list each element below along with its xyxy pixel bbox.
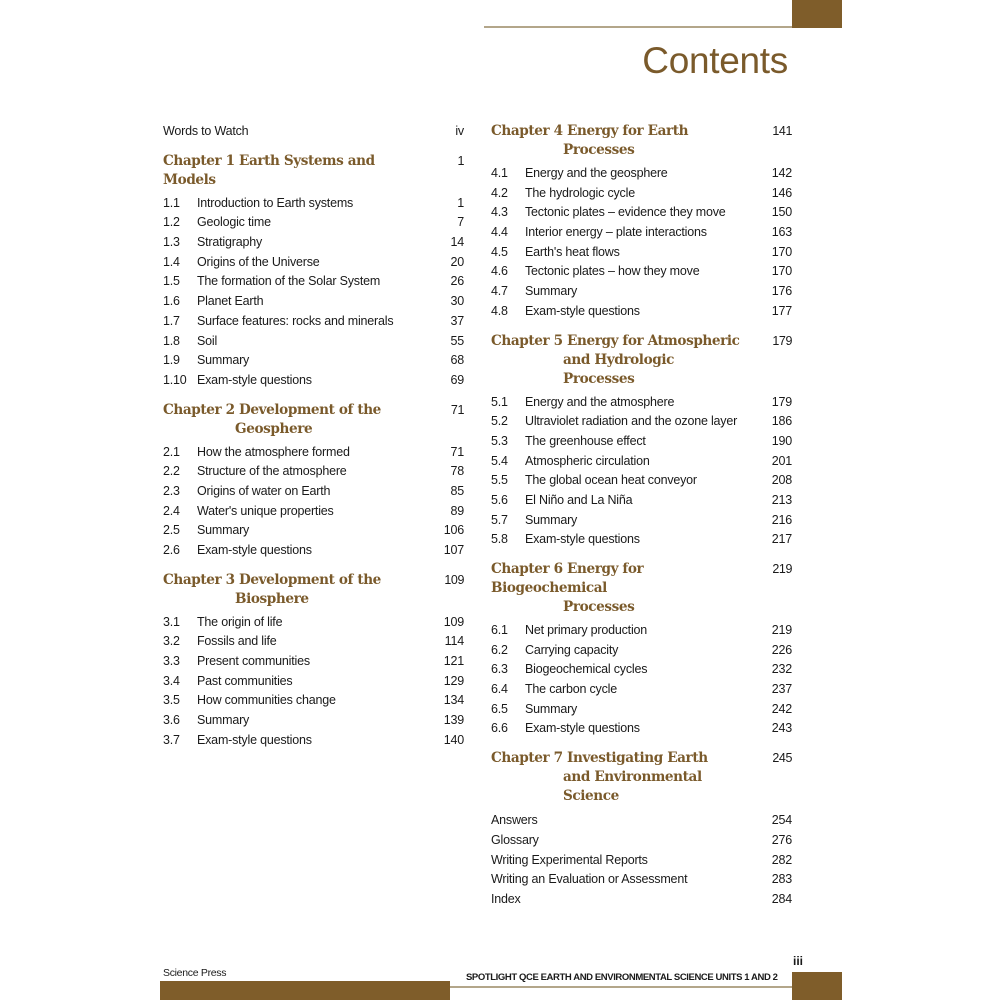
entry-page: 71 bbox=[450, 444, 464, 459]
entry-number: 4.5 bbox=[491, 244, 508, 259]
entry-label: Exam-style questions bbox=[197, 372, 312, 387]
entry-label: Net primary production bbox=[525, 623, 648, 637]
chapter-title bbox=[491, 122, 742, 160]
entry-number: 5.2 bbox=[491, 414, 508, 429]
entry-label: Origins of the Universe bbox=[197, 254, 320, 269]
toc-entry[interactable] bbox=[163, 502, 464, 522]
toc-entry[interactable] bbox=[163, 691, 464, 711]
entry-page: 243 bbox=[771, 721, 792, 736]
toc-entry[interactable] bbox=[491, 452, 792, 472]
chapter-title-line: Chapter 6 Energy for Biogeochemical bbox=[491, 561, 644, 596]
chapter-heading[interactable] bbox=[491, 122, 792, 160]
entry-page: 216 bbox=[771, 512, 792, 527]
entry-page: 121 bbox=[443, 654, 464, 669]
toc-entry[interactable] bbox=[491, 223, 792, 243]
entry-label: Writing an Evaluation or Assessment bbox=[491, 872, 688, 887]
entry-label: Writing Experimental Reports bbox=[491, 852, 648, 867]
toc-entry[interactable] bbox=[163, 351, 464, 371]
entry-page: 129 bbox=[443, 673, 464, 688]
entry-page: 37 bbox=[450, 313, 464, 328]
book-title: SPOTLIGHT QCE EARTH AND ENVIRONMENTAL SCIENCE UNITS 1 AND 2 bbox=[466, 972, 778, 983]
entry-page: 208 bbox=[771, 473, 792, 488]
chapter-page: 109 bbox=[444, 572, 464, 587]
toc-entry[interactable] bbox=[491, 302, 792, 322]
entry-number: 3.2 bbox=[163, 634, 180, 649]
chapter-title bbox=[163, 152, 414, 190]
entry-number: 2.4 bbox=[163, 503, 180, 518]
entry-number: 4.4 bbox=[491, 225, 508, 240]
chapter-title-line: Chapter 1 Earth Systems and Models bbox=[163, 152, 375, 188]
entry-page: 254 bbox=[771, 813, 792, 828]
toc-entry[interactable] bbox=[163, 731, 464, 751]
toc-entry-words-to-watch[interactable] bbox=[163, 122, 464, 142]
chapter-heading[interactable] bbox=[491, 749, 792, 806]
chapter-page: 1 bbox=[457, 153, 464, 168]
toc-entry[interactable] bbox=[163, 711, 464, 731]
chapter-title bbox=[491, 749, 742, 806]
toc-entry[interactable] bbox=[491, 680, 792, 700]
entry-label: Summary bbox=[197, 523, 250, 538]
entry-page: 276 bbox=[771, 832, 792, 847]
entry-number: 3.7 bbox=[163, 732, 180, 747]
entry-label: Planet Earth bbox=[197, 294, 264, 309]
toc-entry[interactable] bbox=[163, 272, 464, 292]
entry-page: 89 bbox=[450, 503, 464, 518]
toc-entry[interactable] bbox=[163, 233, 464, 253]
backmatter-entry[interactable] bbox=[491, 831, 792, 851]
chapter-title-line: Chapter 7 Investigating Earth bbox=[491, 750, 708, 767]
entry-number: 3.5 bbox=[163, 693, 180, 708]
entry-number: 4.2 bbox=[491, 185, 508, 200]
entry-page: 30 bbox=[450, 294, 464, 309]
entry-number: 5.6 bbox=[491, 492, 508, 507]
entry-label: Summary bbox=[525, 284, 578, 299]
entry-label: Present communities bbox=[197, 654, 310, 669]
page-number: iii bbox=[793, 954, 804, 968]
entry-label: Earth's heat flows bbox=[525, 244, 620, 259]
entry-page: 1 bbox=[457, 195, 464, 210]
toc-entry[interactable] bbox=[491, 471, 792, 491]
entry-label: The global ocean heat conveyor bbox=[525, 473, 697, 488]
entry-page: 26 bbox=[450, 274, 464, 289]
entry-label: The formation of the Solar System bbox=[197, 274, 381, 289]
entry-label: The origin of life bbox=[197, 614, 283, 629]
toc-entry[interactable] bbox=[491, 511, 792, 531]
entry-page: 213 bbox=[771, 492, 792, 507]
entry-label: Carrying capacity bbox=[525, 642, 619, 657]
entry-number: 1.9 bbox=[163, 353, 180, 368]
chapter-title-line: Processes bbox=[563, 142, 635, 158]
entry-label: Energy and the geosphere bbox=[525, 166, 668, 180]
entry-number: 6.1 bbox=[491, 623, 508, 637]
entry-number: 4.1 bbox=[491, 166, 508, 180]
chapter-page: 219 bbox=[772, 562, 792, 576]
entry-page: 242 bbox=[771, 701, 792, 716]
chapter-title bbox=[491, 560, 742, 617]
chapter-title bbox=[491, 332, 742, 389]
toc-entry[interactable] bbox=[491, 641, 792, 661]
toc-entry[interactable] bbox=[163, 632, 464, 652]
chapter-title-line: Chapter 4 Energy for Earth bbox=[491, 123, 689, 139]
entry-label: Interior energy – plate interactions bbox=[525, 225, 707, 240]
entry-number: 1.4 bbox=[163, 254, 180, 269]
toc-entry[interactable] bbox=[163, 443, 464, 463]
entry-number: 3.6 bbox=[163, 713, 180, 728]
entry-label: Summary bbox=[525, 512, 578, 527]
entry-label: Energy and the atmosphere bbox=[525, 394, 675, 409]
entry-number: 4.6 bbox=[491, 264, 508, 279]
entry-number: 6.5 bbox=[491, 701, 508, 716]
backmatter-entry[interactable] bbox=[491, 890, 792, 910]
entry-label: Atmospheric circulation bbox=[525, 453, 650, 468]
chapter-heading[interactable] bbox=[491, 560, 792, 617]
entry-label: Surface features: rocks and minerals bbox=[197, 313, 394, 328]
entry-number: 6.3 bbox=[491, 662, 508, 677]
entry-label: Fossils and life bbox=[197, 634, 277, 649]
entry-page: 107 bbox=[443, 543, 464, 557]
header-rule bbox=[484, 26, 794, 28]
entry-page: 139 bbox=[443, 713, 464, 728]
toc-entry[interactable] bbox=[491, 700, 792, 720]
chapter-page: 71 bbox=[450, 402, 464, 417]
toc-entry[interactable] bbox=[163, 292, 464, 312]
entry-label: Summary bbox=[197, 713, 250, 728]
header-accent-block bbox=[792, 0, 842, 28]
toc-entry[interactable] bbox=[163, 672, 464, 692]
toc-entry[interactable] bbox=[491, 184, 792, 204]
contents-left-column bbox=[163, 122, 464, 751]
entry-number: 4.8 bbox=[491, 303, 508, 318]
chapter-title-line: Chapter 5 Energy for Atmospheric bbox=[491, 332, 740, 349]
entry-label: Past communities bbox=[197, 673, 293, 688]
entry-number: 3.4 bbox=[163, 673, 180, 688]
entry-label: The hydrologic cycle bbox=[525, 185, 635, 200]
chapter-heading[interactable] bbox=[163, 401, 464, 439]
entry-label: Summary bbox=[197, 353, 250, 368]
chapter-title-line: Geosphere bbox=[235, 420, 313, 437]
toc-entry[interactable] bbox=[491, 393, 792, 413]
entry-label: Exam-style questions bbox=[525, 532, 640, 547]
entry-page: 232 bbox=[771, 662, 792, 677]
entry-number: 5.7 bbox=[491, 512, 508, 527]
entry-page: 55 bbox=[450, 333, 464, 348]
entry-number: 1.10 bbox=[163, 372, 187, 387]
entry-number: 6.2 bbox=[491, 642, 508, 657]
entry-number: 5.8 bbox=[491, 532, 508, 547]
entry-page: 109 bbox=[443, 614, 464, 629]
entry-number: 6.6 bbox=[491, 721, 508, 736]
entry-page: 201 bbox=[771, 453, 792, 468]
entry-page: 226 bbox=[771, 642, 792, 657]
entry-label: Exam-style questions bbox=[197, 732, 312, 747]
toc-entry[interactable] bbox=[491, 164, 792, 184]
entry-label: Origins of water on Earth bbox=[197, 483, 331, 498]
entry-number: 4.3 bbox=[491, 205, 508, 220]
entry-label: Index bbox=[491, 891, 521, 906]
chapter-page: 179 bbox=[772, 333, 792, 348]
entry-page: 146 bbox=[771, 185, 792, 200]
entry-label: Tectonic plates – evidence they move bbox=[525, 205, 726, 220]
entry-page: 106 bbox=[443, 523, 464, 538]
entry-page: 163 bbox=[771, 225, 792, 240]
entry-page: 177 bbox=[771, 303, 792, 318]
entry-number: 2.6 bbox=[163, 543, 180, 557]
entry-label: Soil bbox=[197, 333, 218, 348]
entry-page: 140 bbox=[443, 732, 464, 747]
toc-entry[interactable] bbox=[163, 462, 464, 482]
entry-page: 114 bbox=[444, 634, 464, 649]
page-title: Contents bbox=[642, 40, 788, 81]
chapter-title-line: Chapter 3 Development of the bbox=[163, 571, 381, 588]
entry-label: Summary bbox=[525, 701, 578, 716]
entry-label: The carbon cycle bbox=[525, 682, 617, 697]
footer-accent-block bbox=[792, 972, 842, 1000]
entry-number: 2.3 bbox=[163, 483, 180, 498]
entry-page: 170 bbox=[771, 264, 792, 279]
toc-entry[interactable] bbox=[163, 213, 464, 233]
entry-number: 2.1 bbox=[163, 444, 180, 459]
entry-page: 85 bbox=[450, 483, 464, 498]
entry-label: Exam-style questions bbox=[525, 303, 640, 318]
chapter-title-line: and Hydrologic Processes bbox=[563, 351, 674, 387]
entry-label: Glossary bbox=[491, 832, 539, 847]
entry-label: How communities change bbox=[197, 693, 336, 708]
entry-page: 282 bbox=[771, 852, 792, 867]
entry-number: 5.4 bbox=[491, 453, 508, 468]
toc-entry[interactable] bbox=[491, 621, 792, 641]
entry-number: 1.7 bbox=[163, 313, 180, 328]
toc-entry[interactable] bbox=[163, 521, 464, 541]
toc-entry[interactable] bbox=[491, 262, 792, 282]
toc-entry[interactable] bbox=[491, 432, 792, 452]
entry-page: 176 bbox=[771, 284, 792, 299]
chapter-page: 245 bbox=[772, 751, 792, 766]
entry-number: 1.6 bbox=[163, 294, 180, 309]
toc-entry[interactable] bbox=[163, 332, 464, 352]
entry-label: Structure of the atmosphere bbox=[197, 464, 347, 479]
entry-page: 20 bbox=[450, 254, 464, 269]
toc-entry[interactable] bbox=[163, 194, 464, 214]
entry-label: The greenhouse effect bbox=[525, 433, 646, 448]
entry-number: 3.3 bbox=[163, 654, 180, 669]
entry-page: 284 bbox=[771, 891, 792, 906]
backmatter-entry[interactable] bbox=[491, 870, 792, 890]
entry-page: 219 bbox=[771, 623, 792, 637]
entry-page: 7 bbox=[457, 215, 464, 230]
toc-entry[interactable] bbox=[163, 371, 464, 391]
chapter-title-line: Biosphere bbox=[235, 590, 309, 607]
toc-entry[interactable] bbox=[163, 652, 464, 672]
entry-label: Exam-style questions bbox=[197, 543, 312, 557]
entry-label: How the atmosphere formed bbox=[197, 444, 350, 459]
entry-label: Answers bbox=[491, 813, 538, 828]
entry-label: El Niño and La Niña bbox=[525, 492, 633, 507]
entry-page: 134 bbox=[443, 693, 464, 708]
entry-number: 6.4 bbox=[491, 682, 508, 697]
toc-entry[interactable] bbox=[491, 243, 792, 263]
entry-page: 69 bbox=[450, 372, 464, 387]
toc-entry[interactable] bbox=[491, 660, 792, 680]
toc-entry[interactable] bbox=[163, 613, 464, 633]
entry-label: Exam-style questions bbox=[525, 721, 640, 736]
chapter-heading[interactable] bbox=[163, 152, 464, 190]
toc-entry[interactable] bbox=[491, 530, 792, 550]
entry-number: 5.1 bbox=[491, 394, 508, 409]
footer-rule bbox=[450, 986, 795, 988]
entry-number: 5.5 bbox=[491, 473, 508, 488]
entry-number: 5.3 bbox=[491, 433, 508, 448]
entry-label: Geologic time bbox=[197, 215, 271, 230]
entry-number: 1.3 bbox=[163, 235, 180, 250]
entry-label: Tectonic plates – how they move bbox=[525, 264, 700, 279]
toc-entry[interactable] bbox=[491, 282, 792, 302]
entry-page: 150 bbox=[771, 205, 792, 220]
entry-number: 3.1 bbox=[163, 614, 180, 629]
entry-page: 68 bbox=[450, 353, 464, 368]
backmatter-entry[interactable] bbox=[491, 811, 792, 831]
contents-right-column bbox=[491, 122, 792, 910]
entry-page: 217 bbox=[771, 532, 792, 547]
entry-page: 190 bbox=[771, 433, 792, 448]
toc-entry[interactable] bbox=[491, 491, 792, 511]
toc-entry[interactable] bbox=[163, 312, 464, 332]
toc-entry[interactable] bbox=[163, 482, 464, 502]
entry-number: 1.8 bbox=[163, 333, 180, 348]
toc-entry[interactable] bbox=[491, 203, 792, 223]
chapter-title bbox=[163, 401, 414, 439]
entry-label: Biogeochemical cycles bbox=[525, 662, 648, 677]
entry-number: 2.5 bbox=[163, 523, 180, 538]
entry-page: 142 bbox=[771, 166, 792, 180]
entry-number: 1.2 bbox=[163, 215, 180, 230]
chapter-title bbox=[163, 571, 414, 609]
entry-page: 237 bbox=[771, 682, 792, 697]
toc-entry[interactable] bbox=[163, 253, 464, 273]
toc-entry[interactable] bbox=[491, 719, 792, 739]
entry-number: 4.7 bbox=[491, 284, 508, 299]
entry-label: Words to Watch bbox=[163, 124, 249, 138]
entry-page: iv bbox=[455, 124, 464, 138]
chapter-title-line: Science bbox=[563, 788, 619, 805]
chapter-heading[interactable] bbox=[163, 571, 464, 609]
toc-entry[interactable] bbox=[163, 541, 464, 561]
entry-number: 1.1 bbox=[163, 195, 180, 210]
entry-label: Introduction to Earth systems bbox=[197, 195, 354, 210]
entry-page: 283 bbox=[771, 872, 792, 887]
entry-page: 78 bbox=[450, 464, 464, 479]
backmatter-list bbox=[491, 811, 792, 909]
footer-accent-bar bbox=[160, 981, 450, 1000]
chapter-title-line: Chapter 2 Development of the bbox=[163, 401, 381, 418]
chapter-title-line: Processes bbox=[563, 599, 635, 615]
toc-entry[interactable] bbox=[491, 412, 792, 432]
chapter-title-line: and Environmental bbox=[563, 769, 702, 786]
entry-page: 186 bbox=[771, 414, 792, 429]
chapter-page: 141 bbox=[772, 124, 792, 138]
entry-number: 1.5 bbox=[163, 274, 180, 289]
entry-page: 14 bbox=[450, 235, 464, 250]
entry-label: Ultraviolet radiation and the ozone layer bbox=[525, 414, 738, 429]
entry-page: 170 bbox=[771, 244, 792, 259]
chapter-heading[interactable] bbox=[491, 332, 792, 389]
publisher-name: Science Press bbox=[163, 967, 227, 979]
backmatter-entry[interactable] bbox=[491, 851, 792, 871]
entry-page: 179 bbox=[771, 394, 792, 409]
entry-number: 2.2 bbox=[163, 464, 180, 479]
entry-label: Water's unique properties bbox=[197, 503, 334, 518]
entry-label: Stratigraphy bbox=[197, 235, 262, 250]
